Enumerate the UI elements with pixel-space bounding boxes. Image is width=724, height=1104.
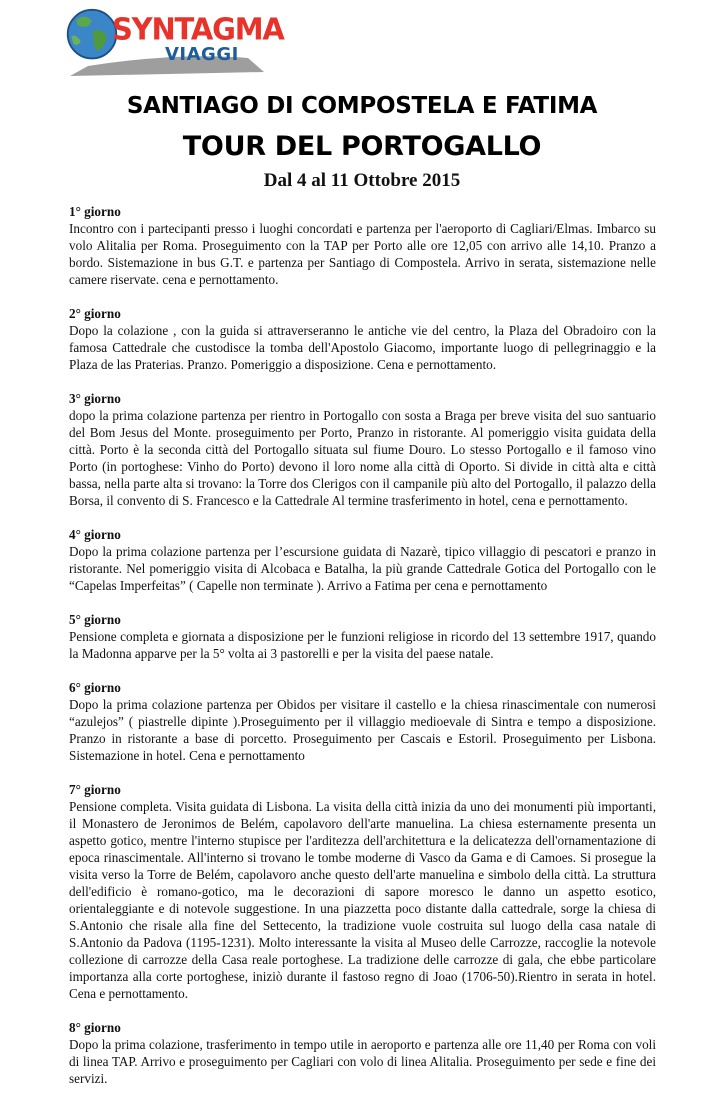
- day-title: 6° giorno: [69, 680, 121, 695]
- day-description: Dopo la prima colazione partenza per l’escursione guidata di Nazarè, tipico villaggio di pescatori e pranzo in ristorante. Nel pomeriggio visita di Alcobaca e Batalha, la più grande Cattedrale Gotica del Portogallo con le “Capelas Imperfeitas” ( Capelle non terminate ). Arrivo a Fatima per cena e pernottamento: [69, 544, 656, 593]
- day-title: 7° giorno: [69, 782, 121, 797]
- day-description: Dopo la prima colazione partenza per Obidos per visitare il castello e la chiesa rinascimentale con numerosi “azulejos” ( piastrelle dipinte ).Proseguimento per il villaggio medioevale di Sintra e tempo a disposizione. Pranzo in ristorante a base di porcetto. Proseguimento per Cascais e Estoril. Proseguimento per Lisbona. Sistemazione in hotel. Cena e pernottamento: [69, 697, 656, 763]
- day-description: Pensione completa. Visita guidata di Lisbona. La visita della città inizia da uno dei monumenti più importanti, il Monastero de Jeronimos de Belém, capolavoro dell'arte manuelina. La chiesa esternamente presenta un aspetto gotico, mentre l'interno stupisce per l'arditezza dell'architettura e la delicatezza dell'ornamentazione di epoca rinascimentale. All'interno si trovano le tombe moderne di Vasco da Gama e di Camoes. Si prosegue la visita verso la Torre de Belém, capolavoro anche questo dell'arte manuelina e simbolo della città. La struttura dell'edificio è romano-gotico, ma le decorazioni di sapore moresco le danno un aspetto esotico, orientaleggiante e di notevole suggestione. In una piazzetta poco distante dalla cattedrale, sorge la chiesa di S.Antonio che risale alla fine del Settecento, la tradizione vuole costruita sul luogo della casa natale di S.Antonio da Padova (1195-1231). Molto interessante la visita al Museo delle Carrozze, raccoglie la notevole collezione di carrozze della Casa reale portoghese. La tradizione delle carrozze di gala, che ebbe particolare importanza alla corte portoghese, iniziò durante il fastoso regno di Joao (1706-50).Rientro in serata in hotel. Cena e pernottamento.: [69, 799, 656, 1001]
- logo-brand-text: [112, 11, 284, 47]
- day-title: 5° giorno: [69, 612, 121, 627]
- day-description: Dopo la colazione , con la guida si attraverseranno le antiche vie del centro, la Plaza del Obradoiro con la famosa Cattedrale che custodisce la tomba dell'Apostolo Giacomo, importante luogo di pellegrinaggio e la Plaza de las Praterias. Pranzo. Pomeriggio a disposizione. Cena e pernottamento.: [69, 323, 656, 372]
- day-7: [69, 781, 656, 1002]
- logo-name: SYNTAGMA: [112, 11, 284, 47]
- day-2: [69, 305, 656, 373]
- day-1: [69, 203, 656, 288]
- day-4: [69, 526, 656, 594]
- tour-dates: Dal 4 al 11 Ottobre 2015: [263, 170, 461, 191]
- day-description: Pensione completa e giornata a disposizione per le funzioni religiose in ricordo del 13 settembre 1917, quando la Madonna apparve per la 5° volta ai 3 pastorelli e per la visita del paese natale.: [69, 629, 656, 661]
- logo-sub-text: VIAGGI: [165, 44, 239, 65]
- day-description: dopo la prima colazione partenza per rientro in Portogallo con sosta a Braga per breve visita del suo santuario del Bom Jesus del Monte. proseguimento per Porto, Pranzo in ristorante. Al pomeriggio visita guidata della città. Porto è la seconda città del Portogallo situata sul fiume Douro. Lo stesso Portogallo e il famoso vino Porto (in portoghese: Vinho do Porto) devono il loro nome alla città di Oporto. Si divide in città alta e città bassa, nella parte alta si trovano: la Torre dos Clerigos con il campanile più alto del Portogallo, il palazzo della Borsa, il convento di S. Francesco e la Cattedrale Al termine trasferimento in hotel, cena e pernottamento.: [69, 408, 656, 508]
- day-title: 8° giorno: [69, 1020, 121, 1035]
- day-title: 3° giorno: [69, 391, 121, 406]
- itinerary: [69, 203, 656, 1104]
- day-8: [69, 1019, 656, 1087]
- day-5: [69, 611, 656, 662]
- day-title: 4° giorno: [69, 527, 121, 542]
- day-6: [69, 679, 656, 764]
- title-line-2: TOUR DEL PORTOGALLO: [182, 131, 542, 162]
- day-description: Incontro con i partecipanti presso i luoghi concordati e partenza per l'aeroporto di Cagliari/Elmas. Imbarco su volo Alitalia per Roma. Proseguimento con la TAP per Porto alle ore 12,05 con arrivo alle 14,10. Pranzo a bordo. Sistemazione in bus G.T. e partenza per Santiago di Compostela. Arrivo in serata, sistemazione nelle camere riservate. cena e pernottamento.: [69, 221, 656, 287]
- syntagma-logo: [64, 6, 284, 76]
- day-title: 1° giorno: [69, 204, 121, 219]
- day-3: [69, 390, 656, 509]
- day-title: 2° giorno: [69, 306, 121, 321]
- title-line-1: SANTIAGO DI COMPOSTELA E FATIMA: [126, 93, 598, 119]
- day-description: Dopo la prima colazione, trasferimento in tempo utile in aeroporto e partenza alle ore 11,40 per Roma con voli di linea TAP. Arrivo e proseguimento per Cagliari con volo di linea Alitalia. Proseguimento per sede e fine dei servizi.: [69, 1037, 656, 1086]
